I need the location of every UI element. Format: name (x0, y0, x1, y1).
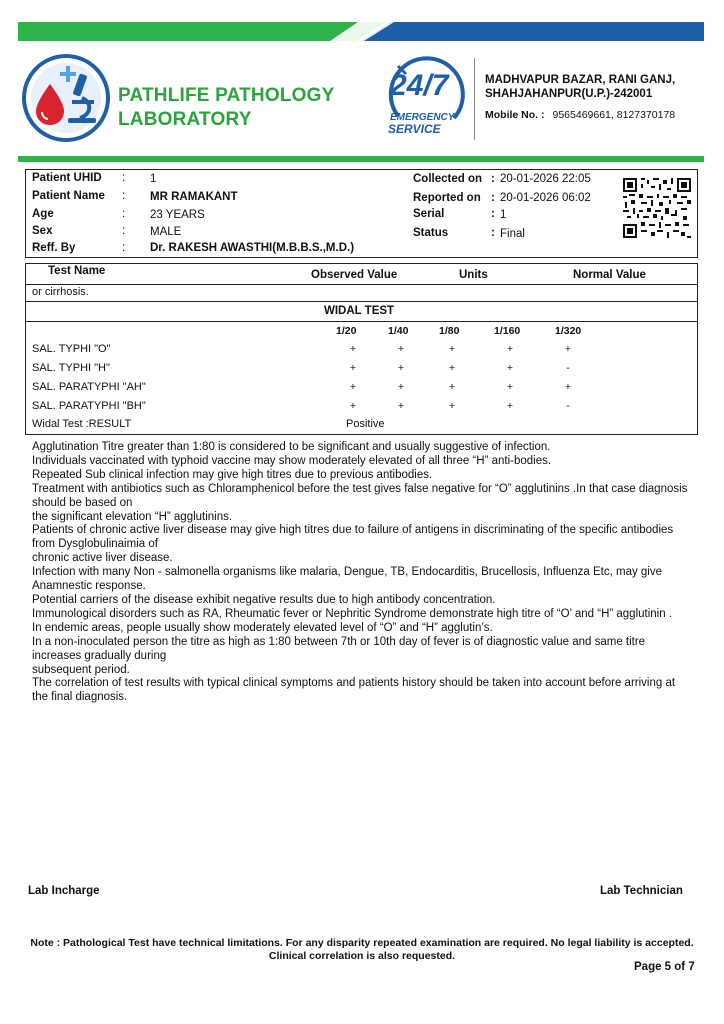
dilution-1-320: 1/320 (555, 325, 582, 337)
row-paratyphi-ah-name: SAL. PARATYPHI "AH" (32, 381, 146, 393)
patient-info-box (25, 169, 698, 258)
mobile-value: 9565469661, 8127370178 (552, 109, 676, 121)
note-line: the significant elevation “H” agglutinins. (32, 510, 233, 523)
serial-colon: : (491, 208, 495, 220)
header-units: Units (459, 269, 488, 281)
note-line: Individuals vaccinated with typhoid vaccine may show moderately elevated of all three “H” anti-bodies. (32, 454, 552, 467)
widal-result-value: Positive (346, 418, 385, 430)
collected-colon: : (491, 173, 495, 185)
row-paratyphi-bh-value: + (448, 400, 456, 412)
dilution-1-40: 1/40 (388, 325, 409, 337)
note-line: Patients of chronic active liver disease may give high titres due to failure of antigens in discriminating of the specific antibodies from Dysglobulinaimia of (32, 524, 674, 551)
reff-value: Dr. RAKESH AWASTHI(M.B.B.S.,M.D.) (150, 242, 355, 254)
row-paratyphi-bh-value: + (506, 400, 514, 412)
sex-colon: : (122, 225, 126, 237)
qr-code-icon (623, 178, 691, 238)
uhid-colon: : (122, 172, 126, 184)
note-line: In a non-inoculated person the titre as high as 1:80 between 7th or 10th day of fever is of diagnostic value and same titre increases gradually during (32, 635, 646, 662)
row-paratyphi-bh-value: + (349, 400, 357, 412)
serial-label: Serial (413, 208, 445, 220)
reported-colon: : (491, 192, 495, 204)
serial-value: 1 (500, 209, 507, 221)
uhid-label: Patient UHID (32, 172, 102, 184)
table-carryover-divider (25, 301, 698, 302)
row-typhi-o-value: + (448, 343, 456, 355)
address-line2: SHAHJAHANPUR(U.P.)-242001 (485, 88, 653, 100)
note-line: The correlation of test results with typical clinical symptoms and patients history should be taken into account before arriving at the final diagnosis. (32, 677, 676, 704)
emergency-number: 24/7 (390, 69, 449, 102)
row-typhi-h-value: + (448, 362, 456, 374)
row-typhi-h-value: - (566, 362, 570, 374)
row-typhi-o-name: SAL. TYPHI "O" (32, 343, 111, 355)
mobile-label: Mobile No. : (485, 109, 545, 121)
collected-value: 20-01-2026 22:05 (500, 173, 591, 185)
carryover-text: or cirrhosis. (32, 286, 89, 298)
row-paratyphi-ah-value: + (564, 381, 572, 393)
note-line: Agglutination Titre greater than 1:80 is considered to be significant and usually suggestive of infection. (32, 441, 551, 453)
table-header-divider (25, 284, 698, 285)
section-title: WIDAL TEST (324, 305, 395, 317)
header-bottom-line (18, 156, 704, 162)
row-typhi-o-value: + (506, 343, 514, 355)
lab-incharge-signature: Lab Incharge (28, 885, 100, 897)
emergency-line1: EMERGENCY (390, 112, 455, 123)
lab-name-line1: PATHLIFE PATHOLOGY (118, 85, 335, 106)
header-normal-value: Normal Value (573, 269, 646, 281)
row-typhi-o-value: + (564, 343, 572, 355)
row-typhi-o-value: + (397, 343, 405, 355)
note-line: In endemic areas, people usually show moderately elevated level of “O” and “H” agglutin’s. (32, 621, 493, 634)
address-line1: MADHVAPUR BAZAR, RANI GANJ, (485, 74, 676, 86)
note-line: Immunological disorders such as RA, Rheumatic fever or Nephritic Syndrome demonstrate high titre of “O’ and “H” agglutinin . (32, 607, 673, 620)
disclaimer-note: Note : Pathological Test have technical limitations. For any disparity repeated examination are required. No legal liability is accepted. Clinical correlation is also requested. (30, 937, 694, 962)
emergency-service-emblem (384, 56, 466, 140)
note-line: chronic active liver disease. (32, 552, 173, 565)
patient-name-label: Patient Name (32, 190, 105, 202)
note-line: Potential carriers of the disease exhibit negative results due to high antibody concentration. (32, 593, 496, 606)
row-typhi-o-value: + (349, 343, 357, 355)
lab-logo-icon (20, 54, 112, 142)
note-line: subsequent period. (32, 663, 130, 676)
status-value: Final (500, 228, 525, 240)
dilution-1-80: 1/80 (439, 325, 460, 337)
sex-label: Sex (32, 225, 53, 237)
note-line: Infection with many Non - salmonella organisms like malaria, Dengue, TB, Endocarditis, Brucellosis, Influenza Etc, may give Anamnestic response. (32, 566, 663, 593)
reff-label: Reff. By (32, 242, 76, 254)
lab-name (118, 84, 334, 132)
row-paratyphi-ah-value: + (349, 381, 357, 393)
reported-value: 20-01-2026 06:02 (500, 192, 591, 204)
row-paratyphi-bh-value: - (566, 400, 570, 412)
table-section-divider (25, 321, 698, 322)
age-value: 23 YEARS (150, 209, 205, 221)
header-test-name: Test Name (48, 265, 106, 277)
interpretation-notes (32, 441, 692, 705)
lab-mobile (485, 109, 675, 121)
emergency-line2: SERVICE (388, 122, 441, 136)
lab-technician-signature: Lab Technician (600, 885, 683, 897)
widal-result-label: Widal Test :RESULT (32, 418, 132, 430)
row-typhi-h-value: + (506, 362, 514, 374)
uhid-value: 1 (150, 173, 157, 185)
note-line: Repeated Sub clinical infection may give high titres due to previous antibodies. (32, 468, 433, 481)
row-paratyphi-bh-value: + (397, 400, 405, 412)
reff-colon: : (122, 242, 126, 254)
dilution-1-20: 1/20 (336, 325, 357, 337)
row-paratyphi-bh-name: SAL. PARATYPHI "BH" (32, 400, 146, 412)
row-typhi-h-value: + (397, 362, 405, 374)
dilution-1-160: 1/160 (494, 325, 521, 337)
patient-name-colon: : (122, 190, 126, 202)
collected-label: Collected on (413, 173, 483, 185)
header-divider (474, 58, 475, 140)
patient-name-value: MR RAMAKANT (150, 191, 238, 203)
sex-value: MALE (150, 226, 182, 238)
header-decorative-bar (18, 22, 704, 41)
reported-label: Reported on (413, 192, 481, 204)
page-number: Page 5 of 7 (634, 961, 695, 973)
row-paratyphi-ah-value: + (448, 381, 456, 393)
note-line: Treatment with antibiotics such as Chloramphenicol before the test gives false negative for “O” agglutinins .In that case diagnosis should be based on (32, 482, 688, 509)
age-colon: : (122, 208, 126, 220)
row-typhi-h-name: SAL. TYPHI "H" (32, 362, 110, 374)
age-label: Age (32, 208, 54, 220)
header-observed-value: Observed Value (311, 269, 398, 281)
row-paratyphi-ah-value: + (506, 381, 514, 393)
status-label: Status (413, 227, 449, 239)
lab-address (485, 73, 675, 101)
lab-name-line2: LABORATORY (118, 109, 252, 130)
row-paratyphi-ah-value: + (397, 381, 405, 393)
status-colon: : (491, 227, 495, 239)
row-typhi-h-value: + (349, 362, 357, 374)
